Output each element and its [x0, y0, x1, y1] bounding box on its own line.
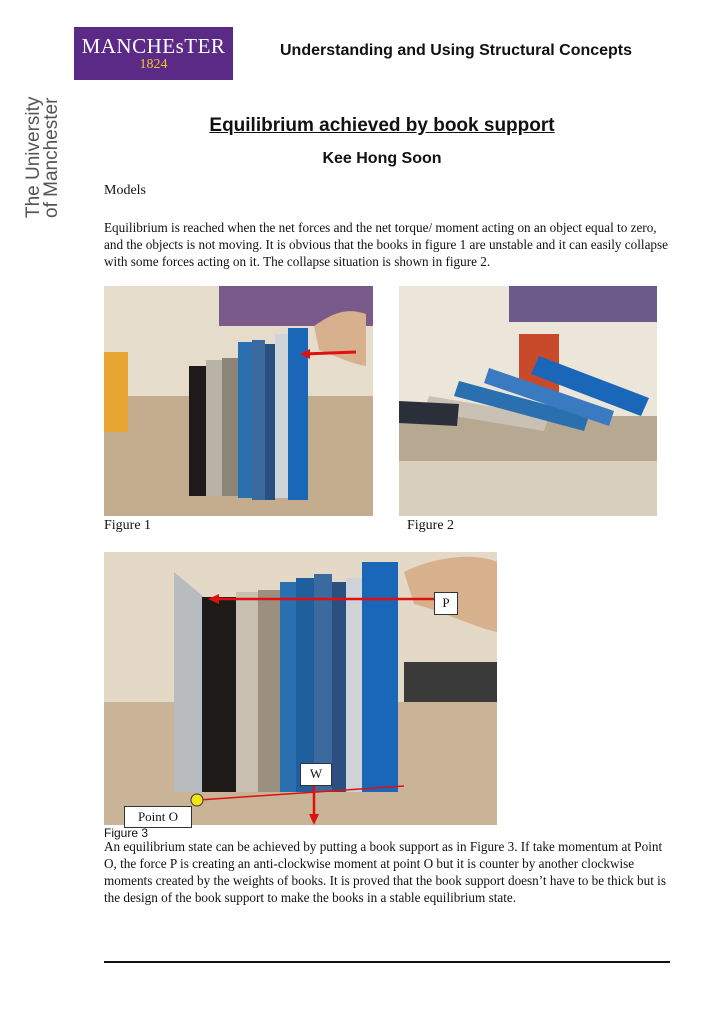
figure3-caption: Figure 3: [104, 826, 149, 840]
university-logo: [74, 27, 233, 80]
document-title: Equilibrium achieved by book support: [209, 115, 555, 136]
side-text-line1: The University: [23, 96, 44, 218]
figure1-caption: Figure 1: [104, 518, 152, 533]
paragraph-intro: Equilibrium is reached when the net forces and the net torque/ moment acting on an object equal to zero, and the objects is not moving. It is obvious that the books in figure 1 are unstable and it can easily collapse with some forces acting on it. The collapse situation is shown in figure 2.: [104, 220, 669, 269]
author: Kee Hong Soon: [322, 150, 442, 167]
logo-name: MANCHEsTER: [81, 34, 226, 58]
header-title: Understanding and Using Structural Concepts: [280, 42, 633, 59]
weight-w-label: W: [300, 763, 332, 786]
side-text-line2: of Manchester: [41, 97, 62, 218]
section-heading: Models: [104, 183, 146, 198]
figure2-photo: [399, 286, 657, 516]
logo-year: 1824: [139, 57, 168, 72]
figure2-caption: Figure 2: [407, 518, 455, 533]
paragraph-explanation: An equilibrium state can be achieved by putting a book support as in Figure 3. If take momentum at Point O, the force P is creating an anti-clockwise moment at point O but it is counter by another clockwise moments created by the weights of books. It is proved that the book support doesn’t have to be thick but is the design of the book support to make the books in a stable equilibrium state.: [104, 839, 666, 905]
force-p-label: P: [434, 592, 458, 615]
figure1-photo: [104, 286, 373, 516]
point-o-label: Point O: [124, 806, 192, 828]
footer-rule: [104, 961, 670, 963]
